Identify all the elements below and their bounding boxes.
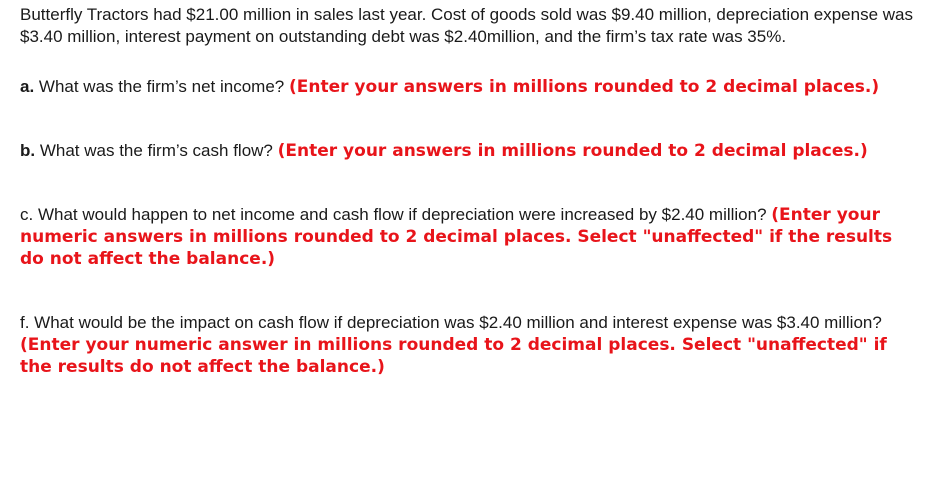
question-b-text: What was the firm’s cash flow? [35,141,278,160]
question-a-label: a. [20,77,35,96]
problem-intro: Butterfly Tractors had $21.00 million in sales last year. Cost of goods sold was $9.40 million, depreciation expense was $3.40 million, interest payment on outstanding debt was $2.40million, and the firm’s tax rate was 35%. [20,5,913,46]
question-f-label: f. [20,313,30,332]
question-b-instruction: (Enter your answers in millions rounded to 2 decimal places.) [277,141,868,161]
question-a [20,76,920,98]
question-c [20,204,920,270]
problem-document [20,4,920,378]
question-c-text: What would happen to net income and cash flow if depreciation were increased by $2.40 million? [33,205,772,224]
question-f [20,312,920,378]
question-f-text: What would be the impact on cash flow if depreciation was $2.40 million and interest expense was $3.40 million? [29,313,882,332]
question-c-instruction: (Enter your numeric answers in millions rounded to 2 decimal places. Select "unaffected" if the results do not affect the balance.) [20,205,893,269]
question-f-instruction: (Enter your numeric answer in millions rounded to 2 decimal places. Select "unaffected" if the results do not affect the balance.) [20,335,887,377]
question-c-label: c. [20,205,34,224]
question-b-label: b. [20,141,36,160]
question-b [20,140,920,162]
question-a-text: What was the firm’s net income? [34,77,289,96]
question-a-instruction: (Enter your answers in millions rounded to 2 decimal places.) [288,77,880,97]
